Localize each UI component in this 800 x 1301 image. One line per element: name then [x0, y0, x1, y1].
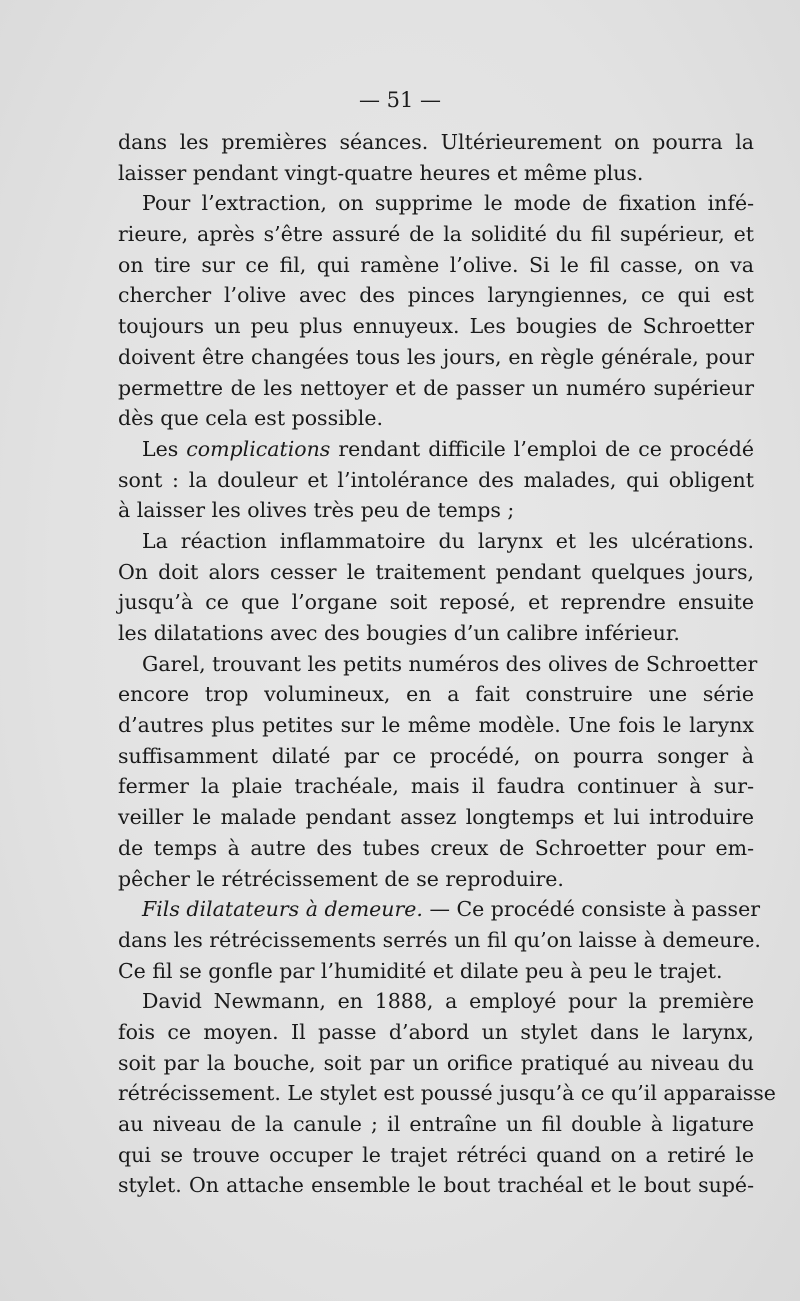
text-segment: rendant difficile l’emploi de ce procédé	[330, 436, 754, 461]
text-line	[118, 434, 754, 465]
text-line: dans les rétrécissements serrés un fil qu’on laisse à demeure.	[118, 927, 761, 952]
text-line: stylet. On attache ensemble le bout trachéal et le bout supé-	[118, 1173, 754, 1198]
text-segment: Les	[142, 436, 187, 461]
body-text	[118, 127, 776, 1201]
text-line: rétrécissement. Le stylet est poussé jusqu’à ce qu’il apparaisse	[118, 1081, 776, 1106]
page-number: — 51 —	[358, 88, 442, 112]
text-line: pêcher le rétrécissement de se reproduire.	[118, 866, 564, 891]
italic-term: Fils dilatateurs à demeure.	[142, 897, 423, 922]
text-line: doivent être changées tous les jours, en règle générale, pour	[118, 344, 754, 369]
text-line: suffisamment dilaté par ce procédé, on pourra songer à	[118, 743, 754, 768]
text-line: dès que cela est possible.	[118, 406, 383, 431]
text-line: On doit alors cesser le traitement pendant quelques jours,	[118, 559, 754, 584]
text-line: au niveau de la canule ; il entraîne un fil double à ligature	[118, 1112, 754, 1136]
text-line: Ce fil se gonfle par l’humidité et dilate peu à peu le trajet.	[118, 958, 723, 983]
text-line: sont : la douleur et l’intolérance des malades, qui obligent	[118, 467, 754, 492]
italic-term: complications	[186, 436, 331, 461]
text-line: rieure, après s’être assuré de la solidité du fil supérieur, et	[118, 222, 754, 247]
text-line: permettre de les nettoyer et de passer un numéro supérieur	[118, 375, 754, 400]
text-line: dans les premières séances. Ultérieurement on pourra la	[118, 130, 754, 154]
text-line: toujours un peu plus ennuyeux. Les bougies de Schroetter	[118, 314, 754, 339]
text-line: fermer la plaie trachéale, mais il faudra continuer à sur-	[118, 774, 754, 799]
text-line: à laisser les olives très peu de temps ;	[118, 498, 515, 523]
text-line: David Newmann, en 1888, a employé pour la première	[142, 989, 754, 1014]
text-line: veiller le malade pendant assez longtemps et lui introduire	[118, 805, 754, 830]
text-segment: — Ce procédé consiste à passer	[422, 897, 761, 922]
text-line: chercher l’olive avec des pinces laryngiennes, ce qui est	[118, 283, 754, 308]
text-line: de temps à autre des tubes creux de Schroetter pour em-	[118, 835, 754, 860]
text-line: qui se trouve occuper le trajet rétréci quand on a retiré le	[118, 1142, 754, 1167]
text-line: d’autres plus petites sur le même modèle. Une fois le larynx	[118, 713, 754, 738]
text-line: Pour l’extraction, on supprime le mode de fixation infé-	[142, 191, 754, 216]
text-line: on tire sur ce fil, qui ramène l’olive. Si le fil casse, on va	[118, 252, 754, 277]
text-line: soit par la bouche, soit par un orifice pratiqué au niveau du	[118, 1050, 754, 1075]
text-line: Garel, trouvant les petits numéros des olives de Schroetter	[142, 651, 758, 676]
text-line: La réaction inflammatoire du larynx et les ulcérations.	[142, 528, 754, 553]
text-line: encore trop volumineux, en a fait construire une série	[118, 682, 754, 707]
text-line: les dilatations avec des bougies d’un calibre inférieur.	[118, 621, 680, 645]
text-line: laisser pendant vingt-quatre heures et même plus.	[118, 160, 644, 185]
text-line: fois ce moyen. Il passe d’abord un stylet dans le larynx,	[118, 1019, 754, 1044]
text-line	[118, 894, 761, 925]
text-line: jusqu’à ce que l’organe soit reposé, et reprendre ensuite	[118, 590, 754, 615]
